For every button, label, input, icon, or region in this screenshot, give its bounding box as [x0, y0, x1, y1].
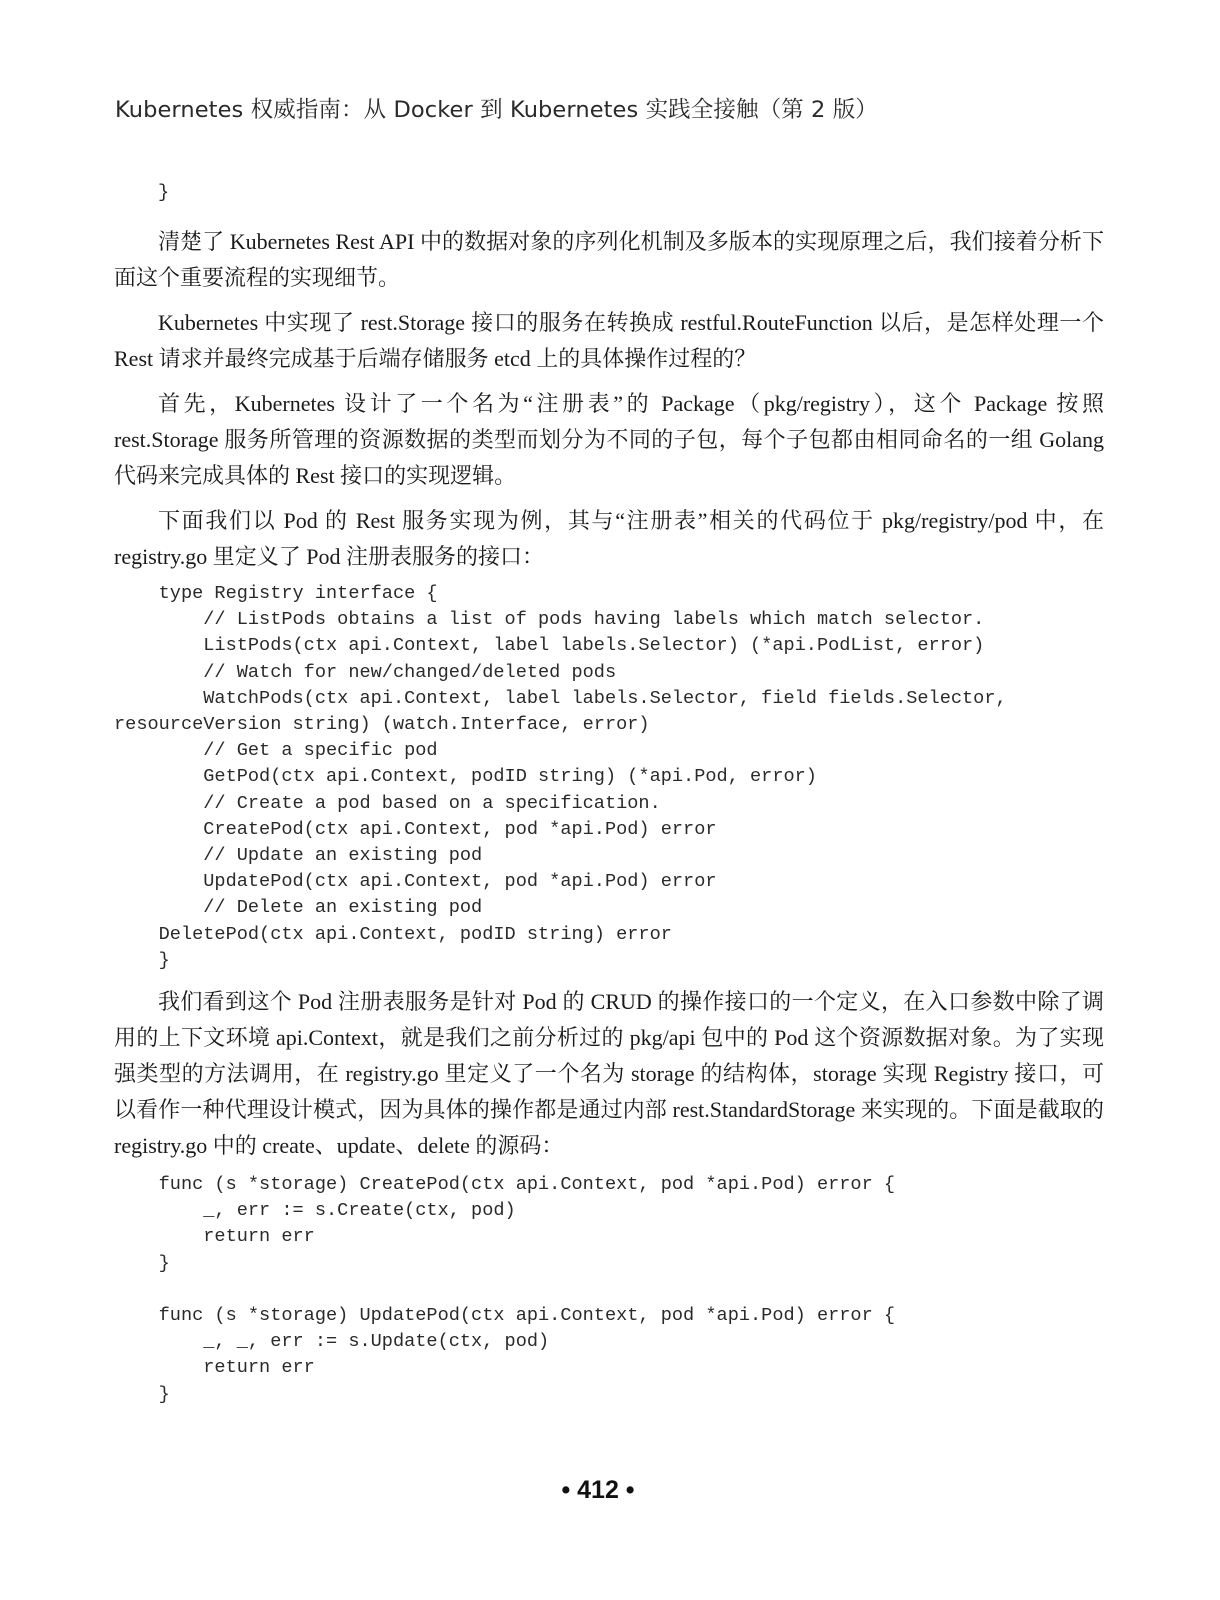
code-line — [114, 1277, 1104, 1303]
code-closing-brace — [114, 180, 1104, 206]
code-line: _, err := s.Create(ctx, pod) — [114, 1200, 516, 1222]
code-line: // Delete an existing pod — [114, 897, 483, 919]
code-line: _, _, err := s.Update(ctx, pod) — [114, 1331, 550, 1353]
code-line: CreatePod(ctx api.Context, pod *api.Pod) error — [114, 818, 717, 840]
page-number: • 412 • — [561, 1476, 635, 1504]
paragraph-4: 下面我们以 Pod 的 Rest 服务实现为例，其与“注册表”相关的代码位于 pkg/registry/pod 中，在 registry.go 里定义了 Pod 注册表服务的接口： — [114, 508, 1104, 569]
code-line: func (s *storage) UpdatePod(ctx api.Context, pod *api.Pod) error { — [114, 1305, 896, 1327]
code-block-storage-funcs — [114, 1172, 1104, 1408]
code-line: // Get a specific pod — [114, 740, 438, 762]
code-line: return err — [114, 1357, 315, 1379]
code-block-registry-interface — [114, 581, 1104, 974]
paragraph-5: 我们看到这个 Pod 注册表服务是针对 Pod 的 CRUD 的操作接口的一个定义，在入口参数中除了调用的上下文环境 api.Context，就是我们之前分析过的 pkg/api 包中的 Pod 这个资源数据对象。为了实现强类型的方法调用，在 registry.go 里定义了一个名为 storage 的结构体，storage 实现 Registry 接口，可以看作一种代理设计模式，因为具体的操作都是通过内部 rest.StandardStorage 来实现的。下面是截取的 registry.go 中的 create、update、delete 的源码： — [114, 989, 1104, 1158]
code-line: } — [114, 949, 170, 971]
code-line: UpdatePod(ctx api.Context, pod *api.Pod) error — [114, 871, 717, 893]
code-line: // ListPods obtains a list of pods having labels which match selector. — [114, 609, 985, 631]
code-line: return err — [114, 1226, 315, 1248]
code-line: // Watch for new/changed/deleted pods — [114, 661, 617, 683]
code-line: // Update an existing pod — [114, 845, 483, 867]
code-line: ListPods(ctx api.Context, label labels.Selector) (*api.PodList, error) — [114, 635, 985, 657]
code-line: func (s *storage) CreatePod(ctx api.Context, pod *api.Pod) error { — [114, 1174, 896, 1195]
code-line: } — [114, 1252, 170, 1274]
running-header: Kubernetes 权威指南：从 Docker 到 Kubernetes 实践全接触（第 2 版） — [115, 97, 878, 123]
code-line: } — [158, 182, 170, 203]
code-line: } — [114, 1383, 170, 1405]
code-line: DeletePod(ctx api.Context, podID string) error — [114, 923, 672, 945]
code-line: type Registry interface { — [114, 583, 438, 604]
code-line: WatchPods(ctx api.Context, label labels.Selector, field fields.Selector, — [114, 687, 1007, 709]
code-line: resourceVersion string) (watch.Interface, error) — [114, 714, 650, 736]
code-line: GetPod(ctx api.Context, podID string) (*api.Pod, error) — [114, 766, 817, 788]
code-line: // Create a pod based on a specification. — [114, 792, 661, 814]
paragraph-3: 首先，Kubernetes 设计了一个名为“注册表”的 Package（pkg/registry），这个 Package 按照 rest.Storage 服务所管理的资源数据的类型而划分为不同的子包，每个子包都由相同命名的一组 Golang 代码来完成具体的 Rest 接口的实现逻辑。 — [114, 391, 1104, 488]
paragraph-1: 清楚了 Kubernetes Rest API 中的数据对象的序列化机制及多版本的实现原理之后，我们接着分析下面这个重要流程的实现细节。 — [114, 229, 1104, 290]
paragraph-2: Kubernetes 中实现了 rest.Storage 接口的服务在转换成 restful.RouteFunction 以后，是怎样处理一个 Rest 请求并最终完成基于后端存储服务 etcd 上的具体操作过程的？ — [114, 310, 1104, 371]
